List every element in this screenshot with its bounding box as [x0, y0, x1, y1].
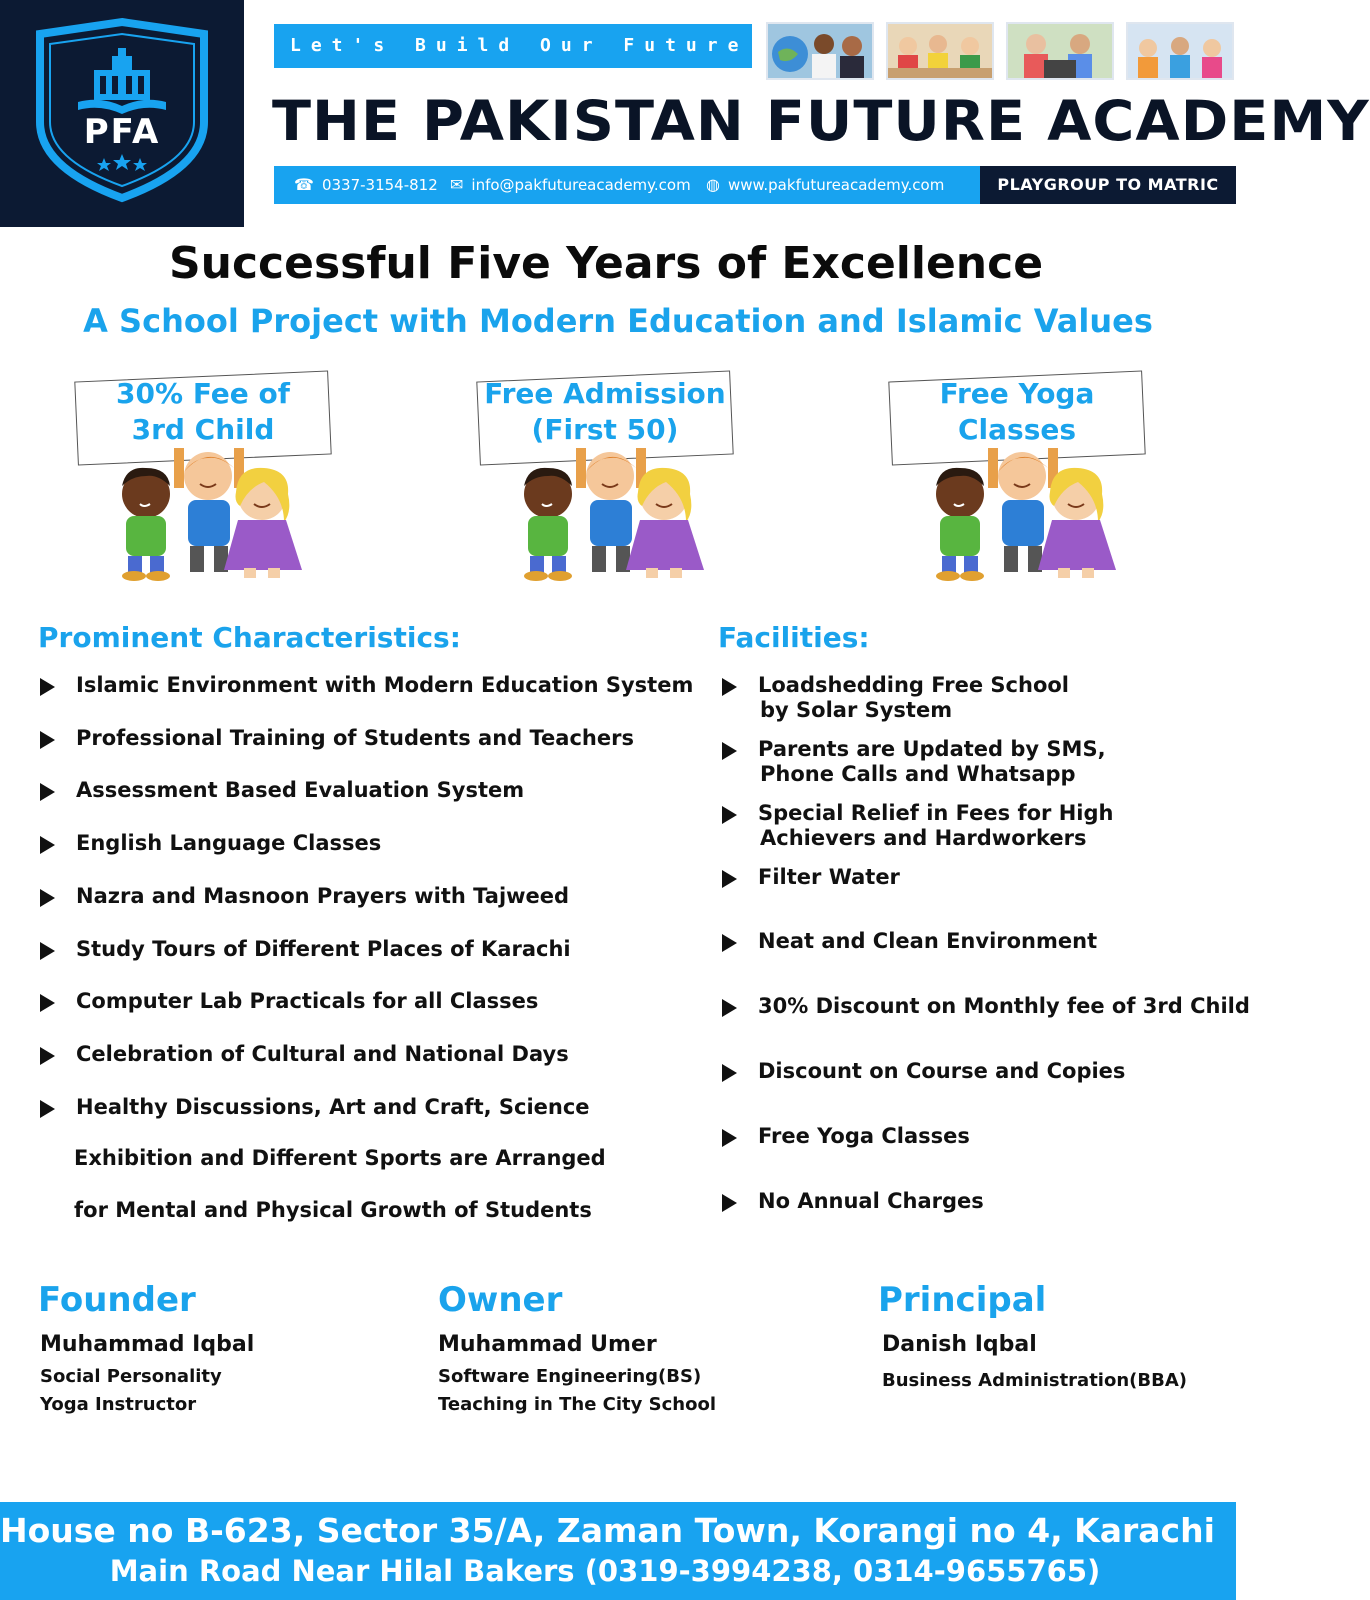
bullet-arrow-icon — [40, 731, 55, 749]
characteristics-continuation-line: for Mental and Physical Growth of Students — [74, 1198, 592, 1222]
shield-logo-icon — [34, 18, 210, 202]
footer-address — [0, 1502, 1236, 1600]
characteristic-text: Computer Lab Practicals for all Classes — [76, 989, 539, 1014]
characteristic-text: Nazra and Masnoon Prayers with Tajweed — [76, 883, 570, 908]
logo-text: PFA — [83, 112, 161, 152]
offer-text — [68, 376, 338, 448]
facility-text: Free Yoga Classes — [758, 1124, 970, 1148]
principal-role: Principal — [878, 1280, 1047, 1320]
children-photo — [766, 22, 874, 80]
main-heading: Successful Five Years of Excellence — [168, 238, 1044, 289]
bullet-arrow-icon — [40, 836, 55, 854]
characteristic-text: Professional Training of Students and Teachers — [76, 725, 634, 750]
founder-detail: Yoga Instructor — [40, 1394, 197, 1415]
address-line-1: House no B-623, Sector 35/A, Zaman Town, Korangi no 4, Karachi — [0, 1511, 1215, 1550]
offer-line: Free Yoga — [939, 377, 1095, 410]
characteristic-text: Healthy Discussions, Art and Craft, Science — [76, 1094, 590, 1119]
bullet-arrow-icon — [722, 806, 737, 824]
owner-detail: Software Engineering(BS) — [438, 1366, 702, 1387]
phone-text: 0337-3154-812 — [321, 176, 438, 194]
principal-name: Danish Iqbal — [882, 1332, 1037, 1357]
bullet-arrow-icon — [722, 742, 737, 760]
bullet-arrow-icon — [40, 942, 55, 960]
bullet-arrow-icon — [722, 1064, 737, 1082]
facility-text-line2: Phone Calls and Whatsapp — [760, 762, 1076, 786]
offer-line: Classes — [957, 413, 1077, 446]
phone-icon: ☎ — [294, 175, 314, 194]
offer-sign — [470, 372, 740, 592]
characteristic-text: Assessment Based Evaluation System — [76, 778, 525, 803]
offer-text — [882, 376, 1152, 448]
founder-detail: Social Personality — [40, 1366, 222, 1387]
owner-detail: Teaching in The City School — [438, 1394, 717, 1415]
sub-heading: A School Project with Modern Education and Islamic Values — [83, 302, 1153, 340]
bullet-arrow-icon — [40, 678, 55, 696]
facility-text: Special Relief in Fees for High — [758, 801, 1114, 825]
email-contact[interactable] — [450, 166, 691, 204]
offer-line: 3rd Child — [131, 413, 275, 446]
offer-sign — [882, 372, 1152, 592]
offer-line: Free Admission — [484, 377, 726, 410]
bullet-arrow-icon — [722, 1129, 737, 1147]
bullet-arrow-icon — [722, 934, 737, 952]
tagline: Let's Build Our Future — [274, 24, 752, 68]
offer-line: 30% Fee of — [116, 377, 290, 410]
facility-text-line2: Achievers and Hardworkers — [760, 826, 1087, 850]
owner-name: Muhammad Umer — [438, 1332, 657, 1357]
offer-sign — [68, 372, 338, 592]
characteristics-title: Prominent Characteristics: — [38, 621, 461, 654]
bullet-arrow-icon — [40, 1100, 55, 1118]
founder-name: Muhammad Iqbal — [40, 1332, 255, 1357]
characteristic-text: Islamic Environment with Modern Education System — [76, 673, 694, 697]
phone-contact[interactable] — [294, 166, 438, 204]
characteristic-text: Study Tours of Different Places of Karachi — [76, 936, 571, 961]
bullet-arrow-icon — [40, 994, 55, 1012]
website-contact[interactable] — [706, 166, 944, 204]
facility-text: Discount on Course and Copies — [758, 1059, 1126, 1083]
globe-icon: ◍ — [706, 175, 720, 194]
facility-text: 30% Discount on Monthly fee of 3rd Child — [758, 994, 1250, 1018]
principal-detail: Business Administration(BBA) — [882, 1370, 1187, 1391]
bullet-arrow-icon — [40, 783, 55, 801]
characteristics-continuation-line: Exhibition and Different Sports are Arranged — [74, 1146, 606, 1170]
bullet-arrow-icon — [722, 870, 737, 888]
envelope-icon: ✉ — [450, 175, 464, 194]
level-badge: PLAYGROUP TO MATRIC — [980, 166, 1236, 204]
bullet-arrow-icon — [722, 1194, 737, 1212]
owner-role: Owner — [438, 1280, 563, 1320]
contact-bar — [274, 166, 1236, 204]
classroom-photo — [886, 22, 994, 80]
bullet-arrow-icon — [722, 999, 737, 1017]
logo-block — [0, 0, 244, 227]
bullet-arrow-icon — [40, 889, 55, 907]
facilities-title: Facilities: — [718, 621, 870, 654]
facility-text: Filter Water — [758, 865, 900, 889]
address-line-2: Main Road Near Hilal Bakers (0319-3994238, 0314-9655765) — [109, 1554, 1101, 1588]
school-name: THE PAKISTAN FUTURE ACADEMY — [272, 89, 1370, 153]
bullet-arrow-icon — [40, 1047, 55, 1065]
facility-text-line2: by Solar System — [760, 698, 953, 722]
bullet-arrow-icon — [722, 678, 737, 696]
website-text: www.pakfutureacademy.com — [727, 176, 945, 194]
offer-line: (First 50) — [531, 413, 679, 446]
email-text: info@pakfutureacademy.com — [471, 176, 691, 194]
characteristic-text: Celebration of Cultural and National Days — [76, 1041, 569, 1066]
characteristic-text: English Language Classes — [76, 831, 382, 856]
facility-text: No Annual Charges — [758, 1189, 984, 1213]
facility-text: Parents are Updated by SMS, — [758, 737, 1106, 761]
facility-text: Loadshedding Free School — [758, 673, 1069, 697]
facility-text: Neat and Clean Environment — [758, 929, 1098, 953]
laptop-class-photo — [1006, 22, 1114, 80]
founder-role: Founder — [38, 1280, 196, 1320]
offer-text — [470, 376, 740, 448]
students-photo — [1126, 22, 1234, 80]
